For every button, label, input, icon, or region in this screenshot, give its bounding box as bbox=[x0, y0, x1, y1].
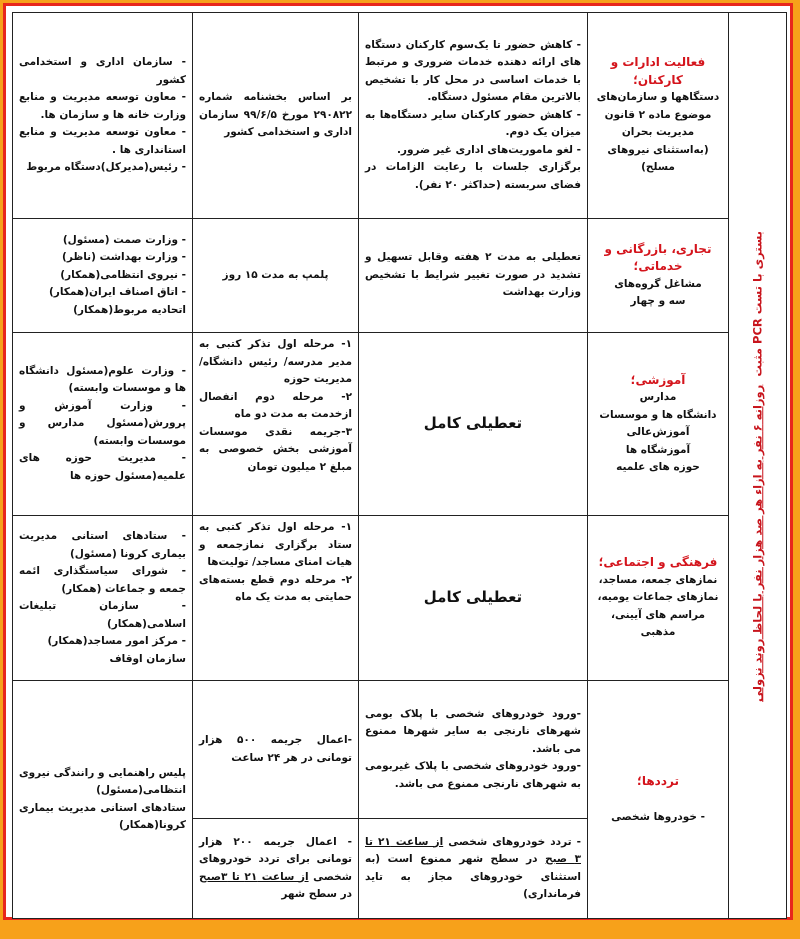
measure-item: برگزاری جلسات با رعایت الزامات در فضای سربسته (حداکثر ۲۰ نفر). bbox=[365, 161, 581, 191]
category-title: فعالیت ادارات و کارکنان؛ bbox=[610, 55, 706, 87]
category-line: دانشگاه ها و موسسات bbox=[599, 408, 717, 421]
responsible-cell bbox=[13, 13, 193, 219]
responsible-item: - معاون توسعه مدیریت و منابع وزارت خانه ها و سازمان ها. bbox=[19, 91, 186, 121]
responsible-cell bbox=[13, 333, 193, 516]
category-line: مذهبی bbox=[640, 626, 676, 639]
responsible-item: - وزارت بهداشت (ناظر) bbox=[62, 251, 186, 264]
penalty-item: ۱- مرحله اول تذکر کتبی به مدیر مدرسه/ رئیس دانشگاه/ مدیریت حوزه bbox=[199, 338, 352, 385]
responsible-item: - مدیریت حوزه های علمیه(مسئول حوزه ها bbox=[19, 452, 186, 482]
measures-cell bbox=[359, 219, 588, 333]
category-line: حوزه های علمیه bbox=[616, 461, 700, 473]
penalty-item: ۳-جریمه نقدی موسسات آموزشی بخش خصوصی به مبلغ ۲ میلیون تومان bbox=[199, 425, 352, 473]
measure-text: - تردد خودروهای شخصی bbox=[443, 835, 581, 848]
penalties-cell bbox=[193, 333, 359, 516]
category-title: فرهنگی و اجتماعی؛ bbox=[598, 555, 718, 570]
measures-cell bbox=[359, 13, 588, 219]
category-line: (به‌استثنای نیروهای مسلح) bbox=[607, 143, 709, 174]
side-label-part2: روزانه ۶ نفر به ازاء هر صد هزار نفر با لحاظ روند نزولی bbox=[749, 384, 764, 702]
responsible-item: - اتاق اصناف ایران(همکار) bbox=[48, 286, 186, 299]
penalty-item: بر اساس بخشنامه شماره ۲۹۰۸۲۲ مورخ ۹۹/۶/۵ سازمان اداری و استخدامی کشور bbox=[199, 91, 352, 139]
restrictions-table bbox=[12, 12, 787, 919]
responsible-item: ستادهای استانی مدیریت بیماری کرونا(همکار) bbox=[19, 801, 186, 831]
responsible-item: - نیروی انتظامی(همکار) bbox=[60, 268, 186, 281]
category-cell bbox=[588, 681, 729, 919]
penalties-cell bbox=[193, 219, 359, 333]
measure-text-underlined: از ساعت ۲۱ تا ۳ صبح bbox=[365, 835, 581, 865]
responsible-item: - سازمان اداری و استخدامی کشور bbox=[19, 56, 186, 86]
responsible-item: - رئیس(مدیرکل)دستگاه مربوط bbox=[26, 161, 186, 174]
responsible-item: - سازمان تبلیغات اسلامی(همکار) bbox=[19, 600, 186, 630]
table-row-cultural bbox=[13, 516, 787, 681]
penalty-item: ۲- مرحله دوم قطع بسته‌های حمایتی به مدت یک ماه bbox=[199, 573, 352, 603]
penalties-cell bbox=[193, 13, 359, 219]
table-row-offices bbox=[13, 13, 787, 219]
penalty-item: ۱- مرحله اول تذکر کتبی به ستاد برگزاری نمازجمعه و هیات امنای مساجد/ تولیت‌ها bbox=[199, 521, 352, 568]
measures-cell bbox=[359, 516, 588, 681]
measures-cell bbox=[359, 333, 588, 516]
category-line: نمازهای جماعات یومیه، bbox=[597, 591, 719, 604]
category-line: نمازهای جمعه، مساجد، bbox=[598, 573, 718, 586]
responsible-item: سازمان اوقاف bbox=[109, 652, 186, 665]
responsible-item: - وزارت صمت (مسئول) bbox=[62, 233, 186, 246]
category-line: سه و چهار bbox=[630, 295, 686, 307]
measure-text: در سطح شهر ممنوع است (به استثنای خودروهای مجاز به تاید فرمانداری) bbox=[365, 853, 581, 900]
category-line: دستگاهها و سازمان‌های موضوع ماده ۲ قانون مدیریت بحران bbox=[596, 91, 720, 139]
category-line: - خودروها شخصی bbox=[611, 810, 705, 823]
table-row-traffic bbox=[13, 681, 787, 819]
category-title: ترددها؛ bbox=[637, 774, 679, 788]
penalty-item: -اعمال جریمه ۵۰۰ هزار تومانی در هر ۲۴ ساعت bbox=[199, 734, 352, 764]
responsible-cell bbox=[13, 219, 193, 333]
penalties-cell bbox=[193, 681, 359, 819]
penalties-cell bbox=[193, 516, 359, 681]
responsible-item: - مرکز امور مساجد(همکار) bbox=[47, 635, 186, 647]
penalty-text: - اعمال جریمه ۲۰۰ هزار تومانی برای تردد خودروهای شخصی bbox=[199, 835, 352, 883]
category-cell bbox=[588, 333, 729, 516]
penalty-text-underlined: از ساعت ۲۱ تا ۳صبح bbox=[199, 870, 309, 883]
responsible-item: اتحادیه مربوط(همکار) bbox=[73, 303, 186, 316]
measures-cell bbox=[359, 681, 588, 819]
measure-item: - کاهش حضور کارکنان سایر دستگاه‌ها به میزان یک دوم. bbox=[365, 108, 581, 139]
penalties-cell bbox=[193, 819, 359, 919]
responsible-cell bbox=[13, 516, 193, 681]
penalty-text: در سطح شهر bbox=[281, 888, 352, 900]
measure-item: تعطیلی کامل bbox=[423, 414, 523, 433]
responsible-item: - وزارت آموزش و پرورش(مسئول مدارس و موسسات وابسته) bbox=[19, 399, 186, 447]
category-line: مراسم های آیینی، bbox=[610, 608, 706, 621]
measure-item: تعطیلی کامل bbox=[423, 588, 523, 607]
category-cell bbox=[588, 219, 729, 333]
responsible-item: - معاون توسعه مدیریت و منابع استانداری ها . bbox=[19, 126, 186, 156]
responsible-item: پلیس راهنمایی و رانندگی نیروی انتظامی(مسئول) bbox=[19, 766, 186, 796]
responsible-item: - ستادهای استانی مدیریت بیماری کرونا (مسئول) bbox=[19, 530, 186, 560]
side-label-part1: بستری با تست PCR مثبت bbox=[749, 230, 764, 377]
penalty-item: ۲- مرحله دوم انفصال ازخدمت به مدت دو ماه bbox=[199, 390, 352, 420]
measure-item: -ورود خودروهای شخصی با پلاک بومی شهرهای نارنجی به سایر شهرها ممنوع می باشد. bbox=[365, 707, 581, 755]
side-label-cell bbox=[729, 13, 787, 919]
responsible-item: - شورای سیاستگذاری ائمه جمعه و جماعات (همکار) bbox=[19, 565, 186, 595]
category-title: آموزشی؛ bbox=[630, 372, 686, 387]
category-cell bbox=[588, 13, 729, 219]
table-row-commercial bbox=[13, 219, 787, 333]
category-line: آموزشگاه ها bbox=[625, 443, 691, 456]
category-cell bbox=[588, 516, 729, 681]
category-line: مشاغل گروه‌های bbox=[614, 277, 702, 290]
responsible-cell bbox=[13, 681, 193, 919]
measure-item: - کاهش حضور تا یک‌سوم کارکنان دستگاه های ارائه دهنده خدمات ضروری و مرتبط با خدمات اساسی در محل کار با تشخیص بالاترین مقام مسئول دستگاه. bbox=[365, 38, 581, 104]
penalty-item: پلمپ به مدت ۱۵ روز bbox=[222, 268, 329, 281]
measures-cell bbox=[359, 819, 588, 919]
responsible-item: - وزارت علوم(مسئول دانشگاه ها و موسسات وابسته) bbox=[19, 364, 186, 395]
measure-item: - لغو ماموریت‌های اداری غیر ضرور. bbox=[396, 143, 581, 156]
category-line: مدارس bbox=[639, 391, 677, 403]
table-row-education bbox=[13, 333, 787, 516]
category-line: آموزش‌عالی bbox=[626, 426, 690, 438]
category-title: تجاری، بازرگانی و خدماتی؛ bbox=[604, 241, 712, 273]
side-label bbox=[749, 231, 767, 701]
measure-item: -ورود خودروهای شخصی با پلاک غیربومی به شهرهای نارنجی ممنوع می باشد. bbox=[365, 760, 581, 790]
measure-item: تعطیلی به مدت ۲ هفته وقابل تسهیل و تشدید در صورت تغییر شرایط با تشخیص وزارت بهداشت bbox=[365, 251, 581, 299]
